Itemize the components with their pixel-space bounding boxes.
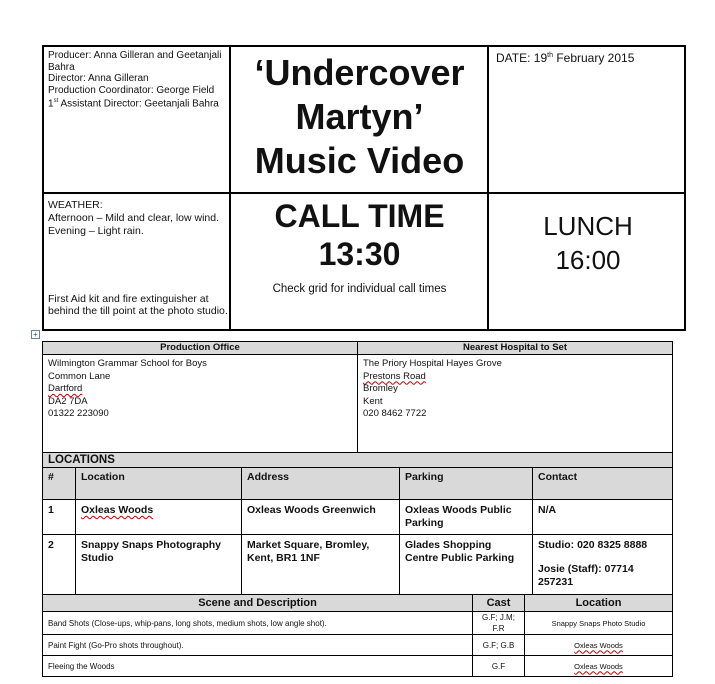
call-time-value: 13:30 xyxy=(318,236,401,272)
call-time xyxy=(232,197,487,273)
scene-location xyxy=(525,656,673,677)
lunch-label: LUNCH xyxy=(543,211,633,241)
address-line: Wilmington Grammar School for Boys xyxy=(48,358,207,369)
scene-location: Snappy Snaps Photo Studio xyxy=(525,612,673,635)
coordinator-text: Production Coordinator: George Field xyxy=(48,84,215,96)
call-time-note: Check grid for individual call times xyxy=(272,283,447,295)
date-prefix: DATE: 19 xyxy=(496,51,548,65)
assistant-ordinal: 1 xyxy=(48,98,54,110)
address-line: The Priory Hospital Hayes Grove xyxy=(363,358,502,369)
column-header-number: # xyxy=(43,468,76,500)
title-line-2: Martyn’ xyxy=(295,96,424,137)
location-name-text: Oxleas Woods xyxy=(81,504,154,516)
weather-label: WEATHER: xyxy=(48,199,103,211)
weather-evening: Evening – Light rain. xyxy=(48,225,144,237)
scene-description: Band Shots (Close-ups, whip-pans, long shots, medium shots, low angle shot). xyxy=(43,612,473,635)
director-text: Director: Anna Gilleran xyxy=(48,73,149,84)
production-office-header: Production Office xyxy=(43,342,358,355)
location-address: Market Square, Bromley, Kent, BR1 1NF xyxy=(242,535,400,596)
table-row xyxy=(43,635,673,656)
assistant-role: Assistant Director: Geetanjali Bahra xyxy=(58,98,219,110)
lunch-value: 16:00 xyxy=(555,245,621,275)
scene-cast: G.F; G.B xyxy=(473,635,525,656)
scene-location-text: Oxleas Woods xyxy=(574,661,623,671)
scene-location-text: Oxleas Woods xyxy=(574,640,623,650)
hospital-header: Nearest Hospital to Set xyxy=(358,342,673,355)
contacts-table xyxy=(42,341,673,467)
assistant-director-text xyxy=(48,96,230,110)
locations-section-title: LOCATIONS xyxy=(43,453,673,468)
location-name xyxy=(76,500,242,535)
title-line-1: ‘Undercover xyxy=(254,52,465,93)
location-number: 2 xyxy=(43,535,76,596)
call-sheet-header-block xyxy=(42,45,686,331)
location-address: Oxleas Woods Greenwich xyxy=(242,500,400,535)
column-header-scene-location: Location xyxy=(525,595,673,612)
location-parking: Glades Shopping Centre Public Parking xyxy=(400,535,533,596)
producer-text: Producer: Anna Gilleran and Geetanjali Bahra xyxy=(48,50,222,73)
weather-afternoon: Afternoon – Mild and clear, low wind. xyxy=(48,212,220,224)
table-row xyxy=(43,612,673,635)
column-header-parking: Parking xyxy=(400,468,533,500)
crew-list xyxy=(48,50,230,110)
production-title xyxy=(232,51,487,183)
scene-cast: G.F xyxy=(473,656,525,677)
address-line: Common Lane xyxy=(48,370,111,382)
divider xyxy=(44,192,684,194)
table-move-handle-icon[interactable]: + xyxy=(31,330,40,339)
address-line: Prestons Road xyxy=(363,370,426,382)
table-row xyxy=(43,656,673,677)
weather-info xyxy=(48,199,230,238)
shoot-date xyxy=(496,51,686,65)
call-time-label: CALL TIME xyxy=(274,198,445,234)
date-month-year: February 2015 xyxy=(552,51,635,65)
phone-number: 01322 223090 xyxy=(48,408,109,419)
address-line: Bromley xyxy=(363,383,398,394)
address-line: Kent xyxy=(363,395,383,407)
scene-cast: G.F; J.M; F.R xyxy=(473,612,525,635)
location-number: 1 xyxy=(43,500,76,535)
contact-studio: Studio: 020 8325 8888 xyxy=(538,539,648,551)
location-name: Snappy Snaps Photography Studio xyxy=(76,535,242,596)
scene-description: Paint Fight (Go-Pro shots throughout). xyxy=(43,635,473,656)
table-row xyxy=(43,500,673,535)
address-line: Dartford xyxy=(48,383,83,394)
first-aid-note: First Aid kit and fire extinguisher at behind the till point at the photo studio. xyxy=(48,293,228,317)
hospital-address xyxy=(358,355,673,467)
locations-table xyxy=(42,452,673,596)
contact-staff: Josie (Staff): 07714 257231 xyxy=(538,563,634,588)
address-line: DA2 7DA xyxy=(48,395,88,407)
scene-location xyxy=(525,635,673,656)
scene-description: Fleeing the Woods xyxy=(43,656,473,677)
column-header-scene: Scene and Description xyxy=(43,595,473,612)
phone-number: 020 8462 7722 xyxy=(363,408,427,419)
column-header-location: Location xyxy=(76,468,242,500)
production-office-address xyxy=(43,355,358,467)
title-line-3: Music Video xyxy=(254,140,465,181)
divider xyxy=(487,47,489,329)
location-contact xyxy=(533,535,673,596)
column-header-cast: Cast xyxy=(473,595,525,612)
column-header-contact: Contact xyxy=(533,468,673,500)
column-header-address: Address xyxy=(242,468,400,500)
spacer xyxy=(538,552,667,563)
lunch-time xyxy=(490,209,686,277)
assistant-ordinal-suffix: st xyxy=(53,98,59,104)
location-contact: N/A xyxy=(533,500,673,535)
table-row xyxy=(43,535,673,596)
date-suffix-sup: th xyxy=(547,52,553,59)
location-parking: Oxleas Woods Public Parking xyxy=(400,500,533,535)
scenes-table xyxy=(42,594,673,677)
